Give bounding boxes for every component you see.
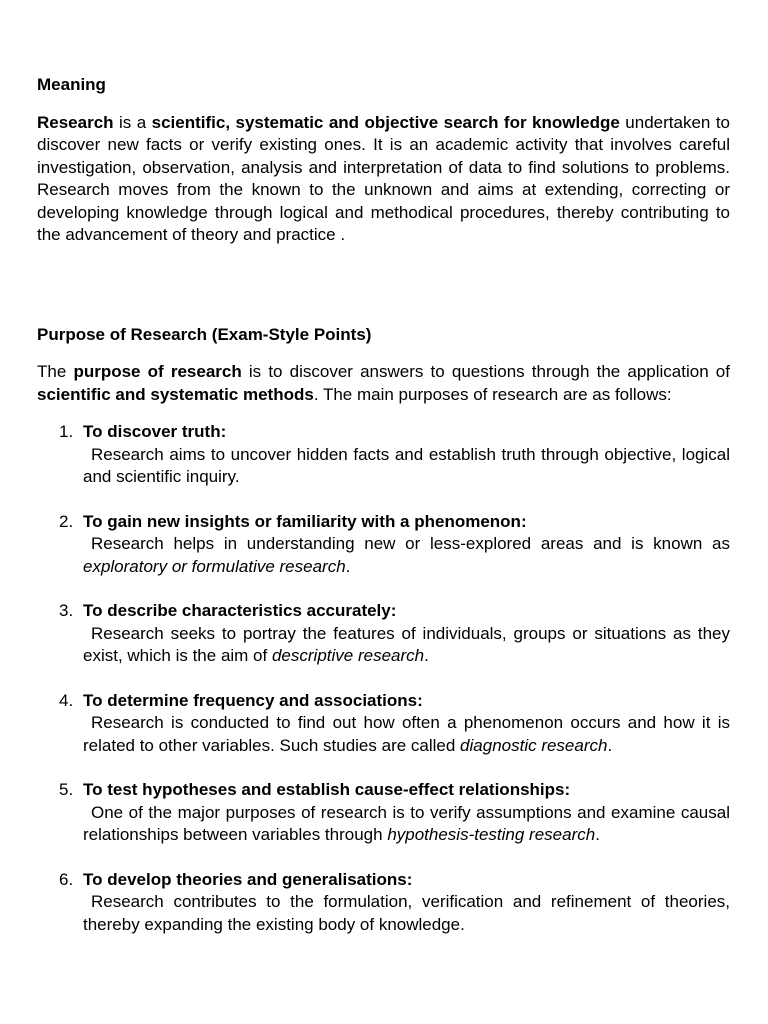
list-item-number: 4.: [59, 690, 74, 710]
list-item-body: [83, 533, 730, 578]
list-item-body-tail: .: [424, 646, 429, 665]
list-item-body-text: Research seeks to portray the features of individuals, groups or situations as they exist, which is the aim of: [83, 623, 730, 665]
list-item-italic-term: hypothesis-testing research: [387, 825, 596, 844]
meaning-lead-bold: Research: [37, 112, 114, 132]
list-item: [37, 511, 730, 579]
list-item-body: [83, 712, 730, 757]
list-item: [37, 421, 730, 489]
list-item-title: To develop theories and generalisations:: [83, 869, 413, 889]
meaning-heading: Meaning: [37, 75, 106, 94]
list-item-italic-term: descriptive research: [271, 646, 425, 665]
list-item-number: 6.: [59, 869, 74, 889]
list-item: [37, 600, 730, 668]
list-item-body-text: Research is conducted to find out how often a phenomenon occurs and how it is related to other variables. Such studies are called: [83, 713, 730, 755]
meaning-definition-bold: scientific, systematic and objective search for knowledge: [151, 112, 620, 132]
list-item-number: 3.: [59, 601, 74, 620]
list-item-title: To discover truth:: [83, 422, 227, 441]
document-page: [37, 72, 730, 958]
list-item-title: To describe characteristics accurately:: [83, 601, 397, 620]
purpose-intro-text-2: is to discover answers to questions through the application of: [241, 362, 730, 381]
list-item: [37, 690, 730, 758]
list-item-title: To gain new insights or familiarity with a phenomenon:: [83, 511, 527, 531]
list-item-number: 1.: [59, 422, 74, 441]
purpose-intro-bold-1: purpose of research: [73, 362, 242, 381]
list-item-italic-term: diagnostic research: [460, 735, 608, 755]
meaning-lead-text: is a: [113, 112, 152, 132]
meaning-body-text: undertaken to discover new facts or verify existing ones. It is an academic activity that involves careful investigation, observation, analysis and interpretation of data to find solutions to problems. Research moves from the known to the unknown and aims at extending, correcting or developing knowledge through logical and methodical procedures, thereby contributing to the advancement of theory and practice .: [37, 112, 730, 244]
purpose-intro-bold-2: scientific and systematic methods: [37, 384, 314, 404]
list-item-body: [83, 891, 730, 936]
list-item-body-text: Research contributes to the formulation, verification and refinement of theories, thereby expanding the existing body of knowledge.: [83, 892, 730, 934]
list-item-title: To test hypotheses and establish cause-effect relationships:: [83, 780, 571, 799]
list-item-body: [83, 802, 730, 847]
list-item-body-tail: .: [345, 556, 351, 576]
purpose-points-list: [37, 421, 730, 936]
purpose-heading: Purpose of Research (Exam-Style Points): [37, 324, 372, 344]
meaning-paragraph: [37, 112, 730, 247]
list-item: [37, 869, 730, 937]
list-item-body-text: Research aims to uncover hidden facts and establish truth through objective, logical and scientific inquiry.: [83, 444, 730, 486]
purpose-intro-paragraph: [37, 361, 730, 406]
list-item-body: [83, 444, 730, 489]
purpose-intro-text-3: . The main purposes of research are as follows:: [313, 384, 672, 404]
list-item-title: To determine frequency and associations:: [83, 690, 423, 710]
list-item-body-text: Research helps in understanding new or less-explored areas and is known as: [91, 534, 730, 553]
purpose-intro-text-1: The: [37, 362, 74, 381]
list-item: [37, 779, 730, 847]
list-item-number: 5.: [59, 780, 74, 799]
list-item-number: 2.: [59, 511, 74, 531]
list-item-italic-term: exploratory or formulative research: [83, 556, 346, 576]
list-item-body-text: One of the major purposes of research is to verify assumptions and examine causal relationships between variables through: [83, 802, 730, 844]
list-item-body-tail: .: [595, 825, 600, 844]
list-item-body-tail: .: [607, 735, 613, 755]
list-item-body: [83, 623, 730, 668]
